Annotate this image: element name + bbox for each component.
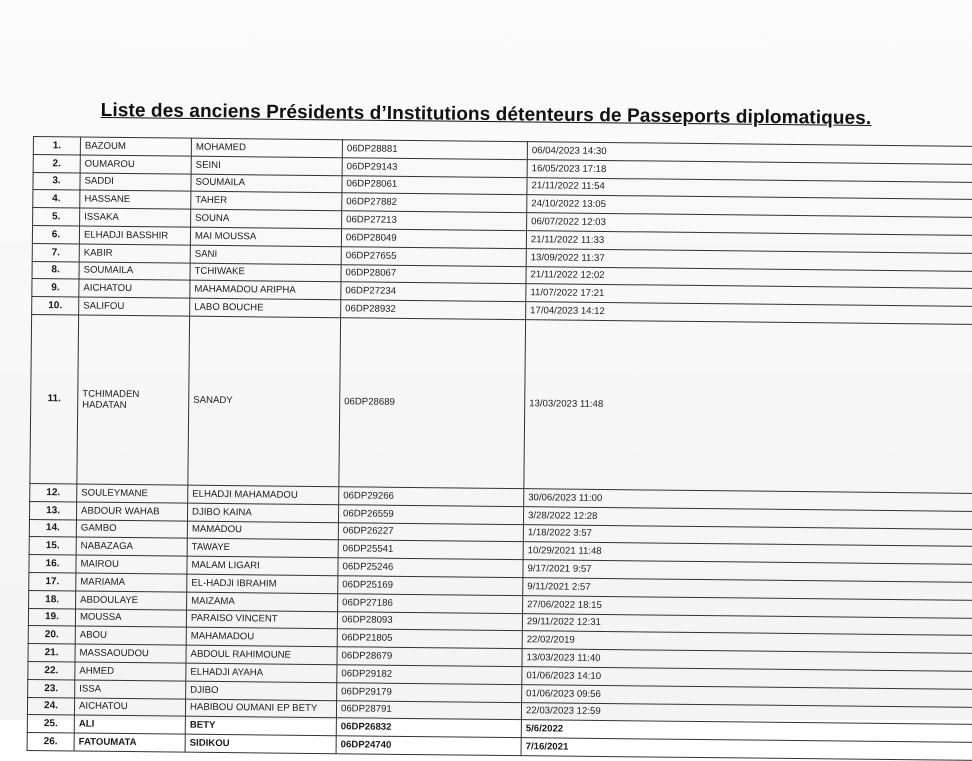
issue-date-cell: 01/06/2023 09:56 [522,684,972,707]
last-name-cell: OUMAROU [80,155,191,174]
passport-number-cell: 06DP26559 [338,504,523,524]
row-number-cell: 18. [29,590,76,608]
passport-table [27,136,972,761]
first-name-cell: ABDOUL RAHIMOUNE [186,645,337,664]
row-number-cell: 2. [33,154,80,172]
last-name-cell: SADDI [80,173,191,192]
row-number-cell: 10. [32,297,79,315]
passport-number-cell: 06DP28791 [336,700,521,720]
last-name-cell: SALIFOU [79,297,190,316]
last-name-cell: ISSAKA [80,208,191,227]
first-name-cell: SIDIKOU [185,734,336,753]
row-number-cell: 12. [30,483,77,501]
row-number-cell: 14. [29,519,76,537]
row-number-cell: 11. [30,314,79,483]
passport-number-cell: 06DP27186 [338,593,523,613]
issue-date-cell: 9/17/2021 9:57 [523,560,972,583]
first-name-cell: TAWAYE [187,538,338,557]
last-name-cell: AICHATOU [74,697,185,716]
last-name-cell: SOULEYMANE [77,484,188,503]
issue-date-cell: 7/16/2021 [521,738,972,761]
passport-number-cell: 06DP29182 [337,665,522,685]
row-number-cell: 4. [33,190,80,208]
first-name-cell: SOUNA [191,209,342,228]
issue-date-cell: 13/03/2023 11:40 [522,649,972,672]
last-name-cell: AHMED [75,662,186,681]
last-name-cell: ABDOULAYE [76,591,187,610]
issue-date-cell: 29/11/2022 12:31 [522,613,972,636]
issue-date-cell: 06/04/2023 14:30 [527,142,972,165]
last-name-cell: ISSA [75,680,186,699]
first-name-cell: ELHADJI MAHAMADOU [188,485,339,504]
passport-number-cell: 06DP29179 [337,682,522,702]
document-title: Liste des anciens Présidents d’Institutions détenteurs de Passeports diplomatiques. [100,99,872,130]
issue-date-cell: 22/03/2023 12:59 [521,702,972,725]
passport-number-cell: 06DP25246 [338,558,523,578]
passport-number-cell: 06DP29143 [342,158,527,178]
row-number-cell: 24. [27,697,74,715]
passport-number-cell: 06DP28061 [342,175,527,195]
first-name-cell: SANADY [188,316,341,487]
row-number-cell: 21. [28,644,75,662]
row-number-cell: 13. [29,501,76,519]
passport-number-cell: 06DP27655 [341,247,526,267]
row-number-cell: 3. [33,172,80,190]
last-name-cell: MOUSSA [75,609,186,628]
row-number-cell: 1. [33,137,80,155]
passport-number-cell: 06DP28093 [337,611,522,631]
first-name-cell: MAHAMADOU ARIPHA [190,281,341,300]
row-number-cell: 6. [32,225,79,243]
last-name-cell: TCHIMADEN HADATAN [77,315,190,485]
last-name-cell: FATOUMATA [74,733,185,752]
last-name-cell: ALI [74,715,185,734]
last-name-cell: MARIAMA [76,573,187,592]
row-number-cell: 8. [32,261,79,279]
first-name-cell: PARAISO VINCENT [186,610,337,629]
passport-table-body [27,137,972,761]
issue-date-cell: 11/07/2022 17:21 [526,284,972,307]
issue-date-cell: 13/09/2022 11:37 [526,248,972,271]
passport-number-cell: 06DP28689 [339,318,526,489]
row-number-cell: 23. [28,679,75,697]
first-name-cell: MAMADOU [187,521,338,540]
issue-date-cell: 9/11/2021 2:57 [523,578,972,601]
last-name-cell: ELHADJI BASSHIR [79,226,190,245]
issue-date-cell: 10/29/2021 11:48 [523,542,972,565]
issue-date-cell: 13/03/2023 11:48 [524,320,972,494]
first-name-cell: MAI MOUSSA [190,227,341,246]
table-row [30,314,972,493]
first-name-cell: EL-HADJI IBRAHIM [187,574,338,593]
issue-date-cell: 27/06/2022 18:15 [523,595,972,618]
row-number-cell: 17. [29,572,76,590]
issue-date-cell: 3/28/2022 12:28 [523,506,972,529]
row-number-cell: 25. [27,715,74,733]
passport-number-cell: 06DP25541 [338,540,523,560]
row-number-cell: 9. [32,279,79,297]
passport-table-wrapper [27,136,972,761]
passport-number-cell: 06DP21805 [337,629,522,649]
issue-date-cell: 21/11/2022 11:54 [527,177,972,200]
row-number-cell: 22. [28,661,75,679]
first-name-cell: ELHADJI AYAHA [186,663,337,682]
row-number-cell: 5. [33,208,80,226]
passport-number-cell: 06DP27882 [342,193,527,213]
first-name-cell: DJIBO KAINA [187,503,338,522]
issue-date-cell: 22/02/2019 [522,631,972,654]
first-name-cell: BETY [185,716,336,735]
passport-number-cell: 06DP27234 [341,282,526,302]
passport-number-cell: 06DP24740 [336,736,521,756]
passport-number-cell: 06DP28049 [341,229,526,249]
last-name-cell: MASSAOUDOU [75,644,186,663]
first-name-cell: MAIZAMA [187,592,338,611]
issue-date-cell: 17/04/2023 14:12 [526,302,972,325]
row-number-cell: 16. [29,555,76,573]
first-name-cell: MOHAMED [191,138,342,157]
passport-number-cell: 06DP28679 [337,647,522,667]
row-number-cell: 19. [28,608,75,626]
first-name-cell: HABIBOU OUMANI EP BETY [185,699,336,718]
passport-number-cell: 06DP27213 [342,211,527,231]
issue-date-cell: 24/10/2022 13:05 [527,195,972,218]
issue-date-cell: 30/06/2023 11:00 [524,489,972,512]
passport-number-cell: 06DP29266 [339,487,524,507]
last-name-cell: ABOU [75,626,186,645]
last-name-cell: MAIROU [76,555,187,574]
passport-number-cell: 06DP26227 [338,522,523,542]
first-name-cell: SOUMAILA [191,174,342,193]
passport-number-cell: 06DP28881 [342,140,527,160]
row-number-cell: 15. [29,537,76,555]
first-name-cell: SANI [190,245,341,264]
first-name-cell: TCHIWAKE [190,263,341,282]
last-name-cell: SOUMAILA [79,262,190,281]
passport-number-cell: 06DP25169 [338,576,523,596]
first-name-cell: MALAM LIGARI [187,556,338,575]
first-name-cell: LABO BOUCHE [190,298,341,317]
last-name-cell: ABDOUR WAHAB [76,502,187,521]
issue-date-cell: 01/06/2023 14:10 [522,667,972,690]
first-name-cell: DJIBO [186,681,337,700]
issue-date-cell: 16/05/2023 17:18 [527,159,972,182]
first-name-cell: TAHER [191,192,342,211]
issue-date-cell: 06/07/2022 12:03 [527,213,972,236]
first-name-cell: MAHAMADOU [186,627,337,646]
last-name-cell: NABAZAGA [76,537,187,556]
issue-date-cell: 21/11/2022 12:02 [526,266,972,289]
last-name-cell: GAMBO [76,520,187,539]
row-number-cell: 20. [28,626,75,644]
passport-number-cell: 06DP26832 [336,718,521,738]
last-name-cell: KABIR [79,244,190,263]
last-name-cell: HASSANE [80,190,191,209]
last-name-cell: AICHATOU [79,279,190,298]
issue-date-cell: 21/11/2022 11:33 [526,231,972,254]
issue-date-cell: 1/18/2022 3:57 [523,524,972,547]
passport-number-cell: 06DP28067 [341,264,526,284]
last-name-cell: BAZOUM [80,137,191,156]
row-number-cell: 7. [32,243,79,261]
issue-date-cell: 5/6/2022 [521,720,972,743]
first-name-cell: SEINI [191,156,342,175]
row-number-cell: 26. [27,733,74,751]
passport-number-cell: 06DP28932 [341,300,526,320]
